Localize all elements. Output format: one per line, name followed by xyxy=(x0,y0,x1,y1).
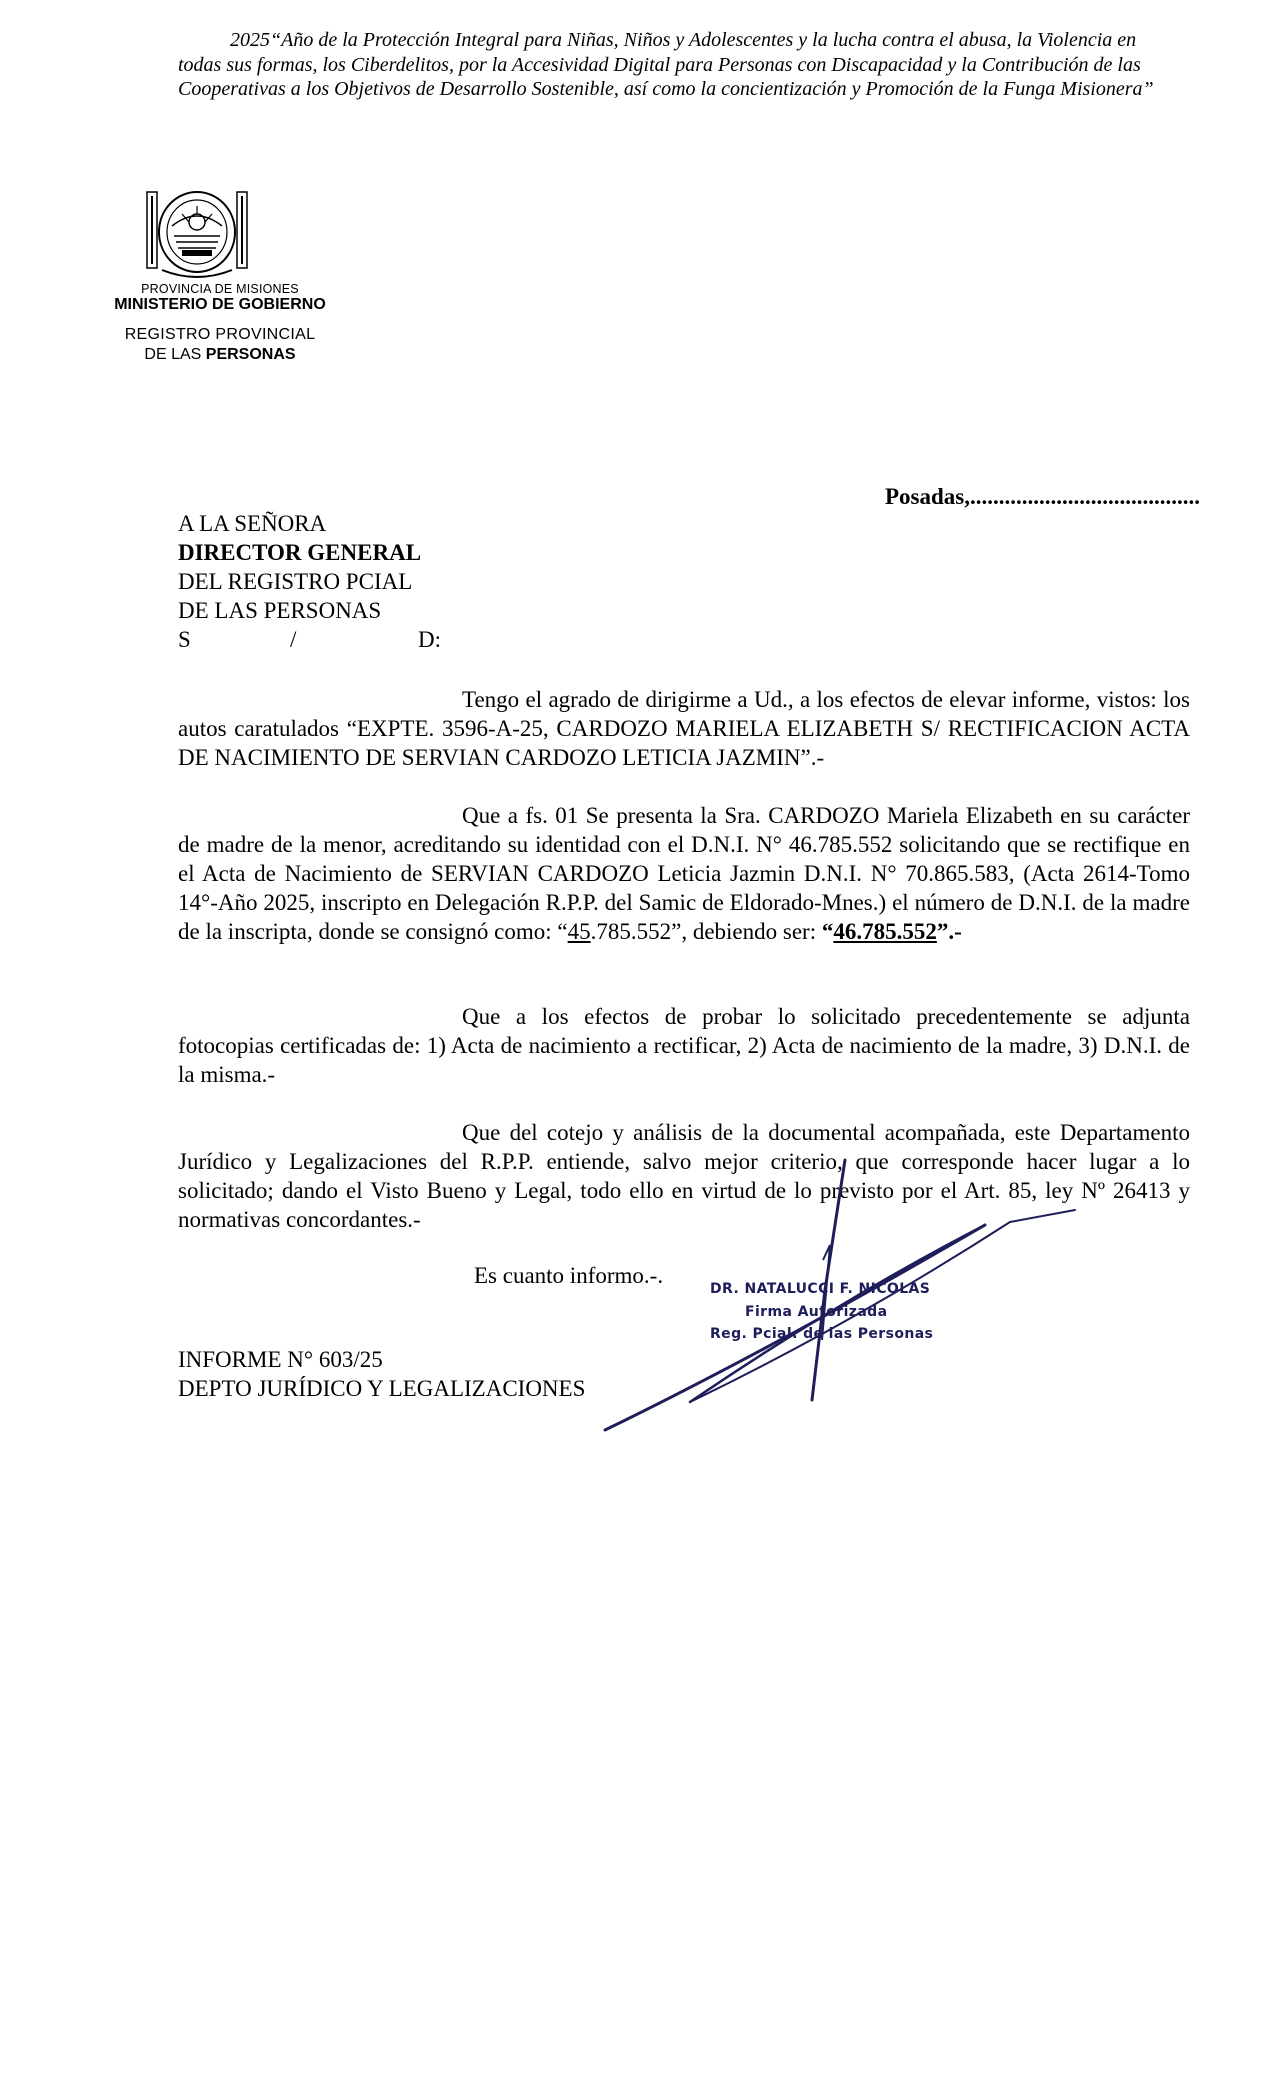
logo-ministry: MINISTERIO DE GOBIERNO xyxy=(114,296,326,313)
report-department: DEPTO JURÍDICO Y LEGALIZACIONES xyxy=(178,1376,586,1401)
addressee-line5: S / D: xyxy=(178,627,441,652)
report-number: INFORME N° 603/25 xyxy=(178,1347,383,1372)
header-motto xyxy=(178,28,1168,102)
stamp-authorized: Firma Autorizada xyxy=(745,1304,888,1320)
stamp-name: DR. NATALUCCI F. NICOLAS xyxy=(710,1281,931,1297)
logo-registry-line1: REGISTRO PROVINCIAL xyxy=(124,326,316,343)
place-date: Posadas,........................................ xyxy=(885,484,1200,509)
addressee-line4: DE LAS PERSONAS xyxy=(178,598,382,623)
stamp-registry: Reg. Pcial. de las Personas xyxy=(710,1326,934,1342)
province-crest-icon xyxy=(142,186,252,286)
addressee-line1: A LA SEÑORA xyxy=(178,511,327,536)
motto-text: 2025“Año de la Protección Integral para Niñas, Niños y Adolescentes y la lucha contra el abusa, la Violencia en todas sus formas, los Ciberdelitos, por la Accesividad Digital para Personas con Discapacidad y la Contribución de las Cooperativas a los Objetivos de Desarrollo Sostenible, así como la concientización y Promoción de la Funga Misionera” xyxy=(178,29,1154,100)
paragraph-request: Que a fs. 01 Se presenta la Sra. CARDOZO Mariela Elizabeth en su carácter de madre de la menor, acreditando su identidad con el D.N.I. N° 46.785.552 solicitando que se rectifique en el Acta de Nacimiento de SERVIAN CARDOZO Leticia Jazmin D.N.I. N° 70.865.583, (Acta 2614-Tomo 14°-Año 2025, inscripto en Delegación R.P.P. del Samic de Eldorado-Mnes.) el número de D.N.I. de la madre de la inscripta, donde se consignó como: “45.785.552”, debiendo ser: “46.785.552”.- xyxy=(178,803,1190,944)
handwritten-signature xyxy=(590,1140,1090,1440)
closing-line: Es cuanto informo.-. xyxy=(474,1263,664,1288)
paragraph-intro: Tengo el agrado de dirigirme a Ud., a los efectos de elevar informe, vistos: los autos caratulados “EXPTE. 3596-A-25, CARDOZO MARIELA ELIZABETH S/ RECTIFICACION ACTA DE NACIMIENTO DE SERVIAN CARDOZO LETICIA JAZMIN”.- xyxy=(178,687,1190,770)
addressee-line2: DIRECTOR GENERAL xyxy=(178,540,422,565)
paragraph-attachments: Que a los efectos de probar lo solicitado precedentemente se adjunta fotocopias certificadas de: 1) Acta de nacimiento a rectificar, 2) Acta de nacimiento de la madre, 3) D.N.I. de la misma.- xyxy=(178,1004,1190,1087)
addressee-line3: DEL REGISTRO PCIAL xyxy=(178,569,413,594)
logo-province: PROVINCIA DE MISIONES xyxy=(141,282,299,296)
logo-registry-line2: DE LAS PERSONAS xyxy=(144,346,296,363)
paragraph-conclusion: Que del cotejo y análisis de la documental acompañada, este Departamento Jurídico y Legalizaciones del R.P.P. entiende, salvo mejor criterio, que corresponde hacer lugar a lo solicitado; dando el Visto Bueno y Legal, todo ello en virtud de lo previsto por el Art. 85, ley Nº 26413 y normativas concordantes.- xyxy=(178,1120,1190,1232)
